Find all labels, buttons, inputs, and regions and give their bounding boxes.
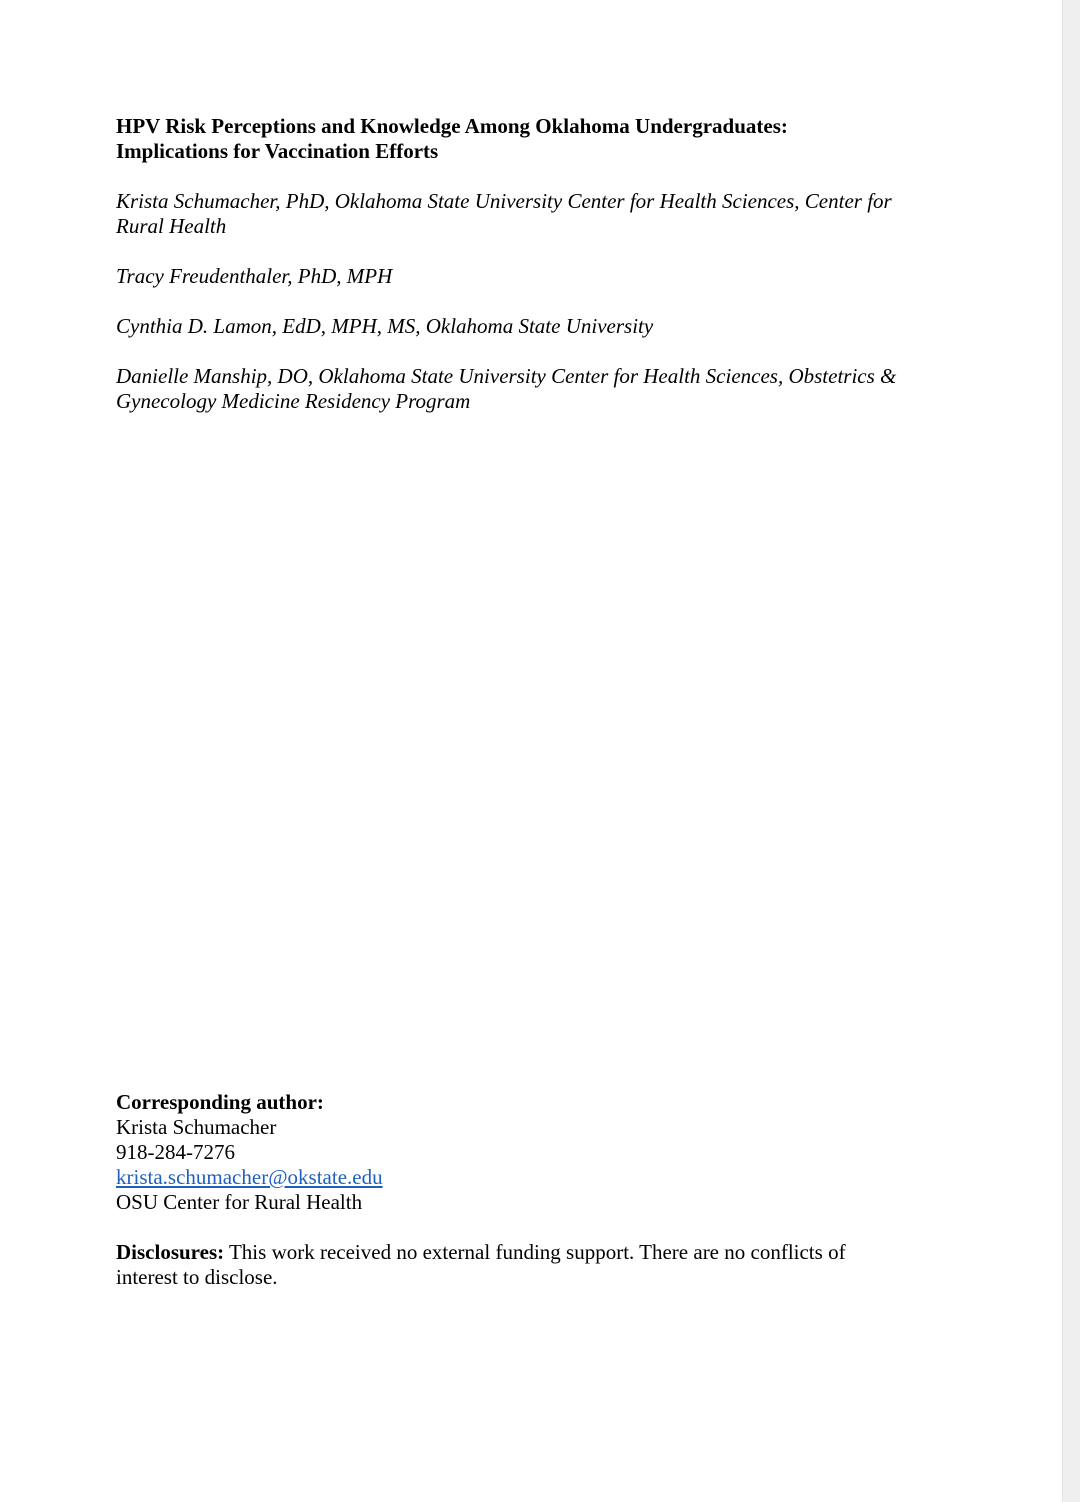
author-1-line-1: Krista Schumacher, PhD, Oklahoma State University Center for Health Sciences, Center for xyxy=(116,189,892,213)
corresponding-author-name: Krista Schumacher xyxy=(116,1115,277,1139)
author-4 xyxy=(116,364,976,414)
disclosures-text-2: interest to disclose. xyxy=(116,1265,278,1289)
corresponding-author-organization: OSU Center for Rural Health xyxy=(116,1190,363,1214)
disclosures-text-1: This work received no external funding support. There are no conflicts of xyxy=(224,1240,846,1264)
disclosures-block xyxy=(116,1240,976,1290)
paper-title-line-1: HPV Risk Perceptions and Knowledge Among Oklahoma Undergraduates: xyxy=(116,114,788,138)
author-2-line-1: Tracy Freudenthaler, PhD, MPH xyxy=(116,264,393,288)
corresponding-author-phone: 918-284-7276 xyxy=(116,1140,235,1164)
corresponding-author-email-link[interactable]: krista.schumacher@okstate.edu xyxy=(116,1165,383,1189)
author-3-line-1: Cynthia D. Lamon, EdD, MPH, MS, Oklahoma State University xyxy=(116,314,654,338)
author-4-line-2: Gynecology Medicine Residency Program xyxy=(116,389,471,413)
author-1-line-2: Rural Health xyxy=(116,214,227,238)
paper-title-line-2: Implications for Vaccination Efforts xyxy=(116,139,439,163)
corresponding-author-block xyxy=(116,1090,976,1215)
author-3 xyxy=(116,314,976,339)
disclosures-line-1 xyxy=(116,1240,976,1265)
scrollbar-track[interactable] xyxy=(1062,0,1080,1502)
corresponding-author-label: Corresponding author: xyxy=(116,1090,324,1114)
author-1 xyxy=(116,189,976,239)
disclosures-label: Disclosures: xyxy=(116,1240,225,1264)
author-4-line-1: Danielle Manship, DO, Oklahoma State University Center for Health Sciences, Obstetrics & xyxy=(116,364,897,388)
author-2 xyxy=(116,264,976,289)
paper-title xyxy=(116,114,976,164)
